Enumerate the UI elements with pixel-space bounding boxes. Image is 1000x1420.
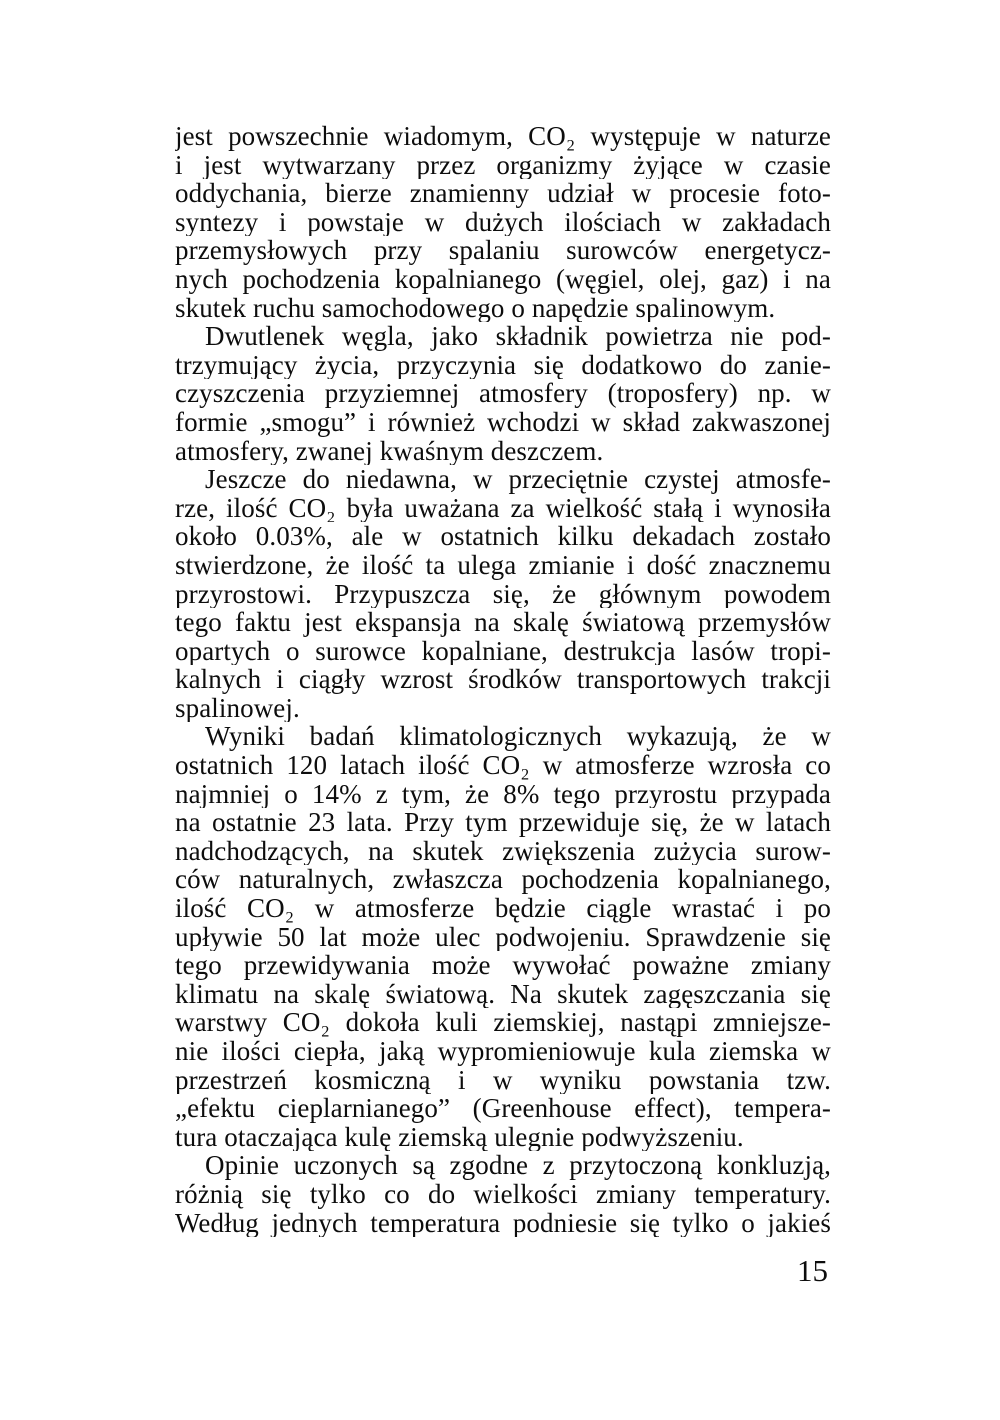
text-line: spalinowej. [175,693,300,723]
text-line: rze, ilość CO₂ była uważana za wielkość stałą i wynosiła [175,493,831,523]
paragraph [175,122,831,322]
paragraph [175,322,831,465]
text-line: upływie 50 lat może ulec podwojeniu. Sprawdzenie się [175,922,831,952]
text-line: Wyniki badań klimatologicznych wykazują, że w [205,722,831,752]
text-line: ilość CO₂ w atmosferze będzie ciągle wrastać i po [175,894,831,923]
text-line: syntezy i powstaje w dużych ilościach w zakładach [175,207,831,237]
text-line: klimatu na skalę światową. Na skutek zagęszczania się [175,979,831,1009]
text-line: Według jednych temperatura podniesie się tylko o jakieś [175,1208,831,1238]
text-line: atmosfery, zwanej kwaśnym deszczem. [175,436,604,466]
paragraph [175,465,831,722]
text-line: i jest wytwarzany przez organizmy żyjące w czasie [175,150,831,180]
text-line: czyszczenia przyziemnej atmosfery (troposfery) np. w [175,379,831,408]
text-line: na ostatnie 23 lata. Przy tym przewiduje się, że w latach [175,808,831,837]
body-text [175,122,831,1237]
text-line: stwierdzone, że ilość ta ulega zmianie i dość znacznemu [175,550,831,580]
text-line: przyrostowi. Przypuszcza się, że głównym powodem [175,579,831,609]
text-line: przestrzeń kosmiczną i w wyniku powstania tzw. [175,1065,831,1095]
text-line: tego przewidywania może wywołać poważne zmiany [175,951,831,980]
text-line: kalnych i ciągły wzrost środków transportowych trakcji [175,665,831,694]
text-line: warstwy CO₂ dokoła kuli ziemskiej, nastąpi zmniejsze- [175,1008,831,1037]
text-line: nie ilości ciepła, jaką wypromieniowuje kula ziemska w [175,1037,831,1066]
text-line: Opinie uczonych są zgodne z przytoczoną konkluzją, [205,1151,831,1180]
text-line: oddychania, bierze znamienny udział w procesie foto- [175,179,831,208]
text-line: najmniej o 14% z tym, że 8% tego przyrostu przypada [175,779,831,809]
text-line: opartych o surowce kopalniane, destrukcja lasów tropi- [175,636,831,666]
text-line: jest powszechnie wiadomym, CO₂ występuje w naturze [175,122,831,151]
text-line: „efektu cieplarnianego” (Greenhouse effect), tempera- [175,1094,831,1123]
text-line: różnią się tylko co do wielkości zmiany temperatury. [175,1179,831,1209]
text-line: Dwutlenek węgla, jako składnik powietrza nie pod- [205,322,831,351]
text-line: ców naturalnych, zwłaszcza pochodzenia kopalnianego, [175,865,831,895]
text-line: przemysłowych przy spalaniu surowców energetycz- [175,236,831,265]
text-line: trzymujący życia, przyczynia się dodatkowo do zanie- [175,350,831,380]
paragraph [175,722,831,1151]
text-line: Jeszcze do niedawna, w przeciętnie czystej atmosfe- [205,465,831,494]
text-line: nadchodzących, na skutek zwiększenia zużycia surow- [175,836,831,866]
text-line: skutek ruchu samochodowego o napędzie spalinowym. [175,293,776,323]
text-line: tego faktu jest ekspansja na skalę światową przemysłów [175,608,831,637]
text-line: ostatnich 120 latach ilość CO₂ w atmosferze wzrosła co [175,751,831,780]
paragraph [175,1151,831,1237]
text-line: około 0.03%, ale w ostatnich kilku dekadach zostało [175,522,831,551]
page-number: 15 [797,1253,828,1288]
text-line: formie „smogu” i również wchodzi w skład zakwaszonej [175,407,831,437]
text-line: tura otaczająca kulę ziemską ulegnie podwyższeniu. [175,1122,744,1152]
text-line: nych pochodzenia kopalnianego (węgiel, olej, gaz) i na [175,264,831,294]
